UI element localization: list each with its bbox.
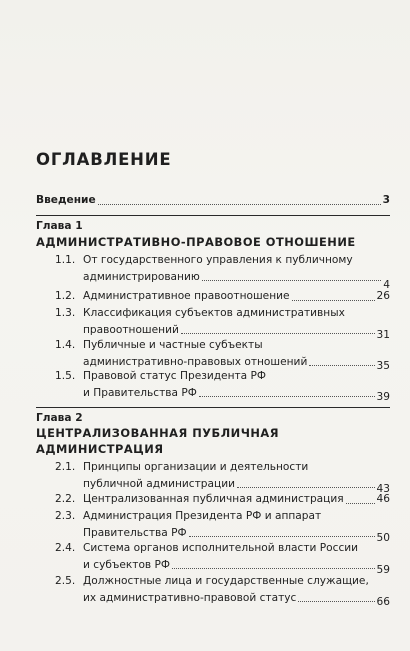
section-title-line1: Администрация Президента РФ и аппарат <box>83 510 322 522</box>
dot-leader <box>98 204 381 205</box>
dot-leader <box>189 536 375 537</box>
section-number: 2.1. <box>55 461 76 473</box>
page-number: 31 <box>376 328 390 341</box>
section-title-line2: Правительства РФ <box>83 526 187 539</box>
chapter-title: АДМИНИСТРАТИВНО-ПРАВОВОЕ ОТНОШЕНИЕ <box>36 235 356 249</box>
toc-entry-section[interactable] <box>83 369 390 401</box>
toc-entry-section[interactable] <box>83 492 390 508</box>
section-title-line1: Система органов исполнительной власти России <box>83 542 359 554</box>
dot-leader <box>202 280 381 281</box>
dot-leader <box>298 601 374 602</box>
chapter-label: Глава 2 <box>36 412 83 424</box>
dot-leader <box>292 300 375 301</box>
toc-entry-section[interactable] <box>83 574 390 606</box>
section-number: 1.3. <box>55 307 76 319</box>
section-number: 2.5. <box>55 575 76 587</box>
section-number: 2.2. <box>55 493 76 505</box>
toc-entry-section[interactable] <box>83 460 390 495</box>
section-title-line1: Классификация субъектов административных <box>83 307 345 319</box>
section-title-line2: публичной администрации <box>83 477 236 490</box>
toc-entry-section[interactable] <box>83 338 390 370</box>
chapter-divider <box>36 407 390 408</box>
chapter-divider <box>36 215 390 216</box>
section-title-line2: их административно-правовой статус <box>83 591 297 604</box>
section-title: Централизованная публичная администрация <box>83 493 344 505</box>
toc-entry-intro[interactable] <box>36 193 390 209</box>
page-number: 39 <box>376 390 390 403</box>
section-title-line1: Принципы организации и деятельности <box>83 461 309 473</box>
page-number: 43 <box>376 482 390 495</box>
section-title-line1: От государственного управления к публичному <box>83 254 353 266</box>
chapter-title: АДМИНИСТРАЦИЯ <box>36 442 164 456</box>
page-number: 59 <box>376 563 390 576</box>
section-number: 1.4. <box>55 339 76 351</box>
section-number: 1.1. <box>55 254 76 266</box>
section-number: 2.4. <box>55 542 76 554</box>
chapter-label: Глава 1 <box>36 220 83 232</box>
toc-entry-section[interactable] <box>83 509 390 544</box>
section-title-line2: и Правительства РФ <box>83 386 197 399</box>
page-number: 26 <box>376 290 390 302</box>
toc-entry-section[interactable] <box>83 306 390 341</box>
section-title: Административное правоотношение <box>83 290 290 302</box>
toc-entry-section[interactable] <box>83 541 390 576</box>
dot-leader <box>181 333 375 334</box>
dot-leader <box>237 487 375 488</box>
dot-leader <box>199 396 375 397</box>
toc-title: ОГЛАВЛЕНИЕ <box>36 150 172 169</box>
section-title-line1: Правовой статус Президента РФ <box>83 370 267 382</box>
page-number: 50 <box>376 531 390 544</box>
dot-leader <box>309 365 374 366</box>
section-title-line1: Должностные лица и государственные служащие, <box>83 575 369 587</box>
toc-entry-section[interactable] <box>83 289 390 305</box>
page-number: 3 <box>382 194 390 206</box>
dot-leader <box>172 568 374 569</box>
toc-entry-section[interactable] <box>83 253 390 291</box>
section-number: 1.5. <box>55 370 76 382</box>
dot-leader <box>346 503 375 504</box>
section-number: 2.3. <box>55 510 76 522</box>
page-number: 4 <box>383 278 390 291</box>
section-title-line2: административно-правовых отношений <box>83 355 308 368</box>
section-title-line2: правоотношений <box>83 323 179 336</box>
section-number: 1.2. <box>55 290 76 302</box>
section-title-line1: Публичные и частные субъекты <box>83 339 263 351</box>
page-number: 46 <box>376 493 390 505</box>
section-title-line2: и субъектов РФ <box>83 558 171 571</box>
page-number: 66 <box>376 595 390 608</box>
toc-entry-title: Введение <box>36 194 96 206</box>
chapter-title: ЦЕНТРАЛИЗОВАННАЯ ПУБЛИЧНАЯ <box>36 426 280 440</box>
section-title-line2: администрированию <box>83 270 200 283</box>
page-number: 35 <box>376 359 390 372</box>
